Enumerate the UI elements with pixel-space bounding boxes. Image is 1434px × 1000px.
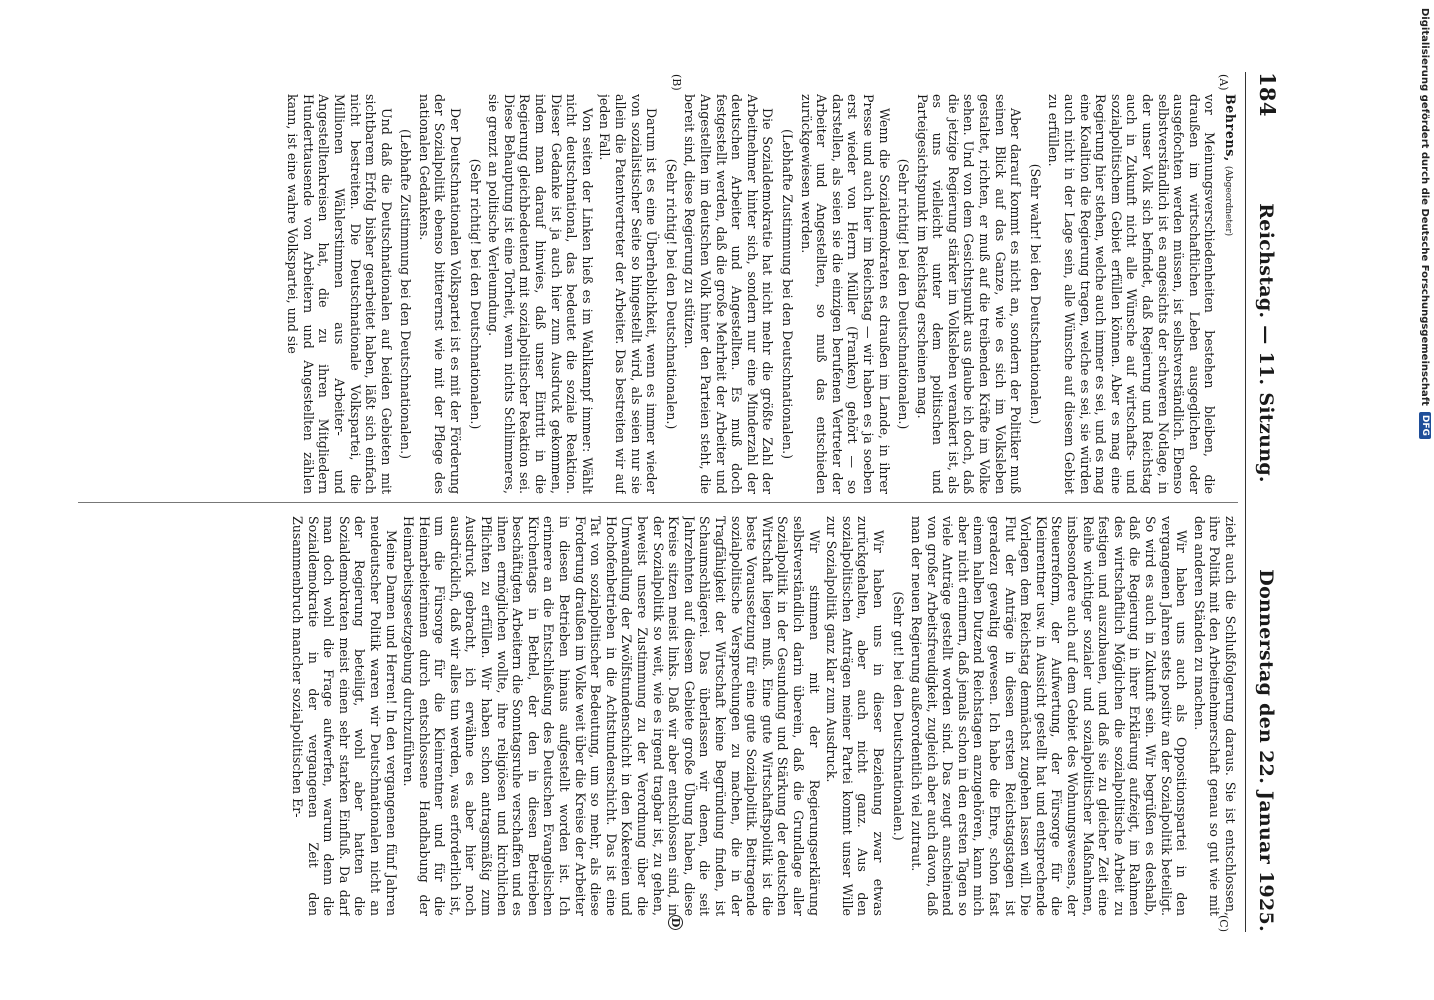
- interjection: (Lebhafte Zustimmung bei den Deutschnationalen.): [779, 128, 795, 460]
- paragraph: zieht auch die Schlußfolgerung daraus. Sie ist entschlossen, ihre Politik mit den Arbeitnehmerschaft genau so gut wie mit den anderen Ständen zu machen.: [1191, 516, 1238, 916]
- interjection: (Lebhafte Zustimmung bei den Deutschnationalen.): [398, 128, 414, 460]
- paragraph: Und daß die Deutschnationalen auf beiden Gebieten mit sichtbarem Erfolg bisher gearbeitet haben, läßt sich einfach nicht bestreiten. Die Deutschnationale Volkspartei, die Millionen Wählerstimmen aus Arbeiter- und Angestelltenkreisen hat, die zu ihren Mitgliedern Hunderttausende von Arbeitern und Angestellten zählen kann, ist eine wahre Volkspartei, und sie: [285, 94, 394, 494]
- paragraph: Von seiten der Linken hieß es im Wahlkampf immer: Wählt nicht deutschnational, das bedeutet die soziale Reaktion. Dieser Gedanke ist ja auch hier zum Ausdruck gekommen, indem man darauf hinwies, daß unser Eintritt in die Regierung gleichbedeutend mit sozialpolitischer Reaktion sei. Diese Behauptung ist eine Torheit, wenn nichts Schlimmeres, sie grenzt an politische Verleumdung.: [486, 94, 595, 494]
- paragraph: Die Sozialdemokratie hat nicht mehr die größte Zahl der Arbeitnehmer hinter sich, sondern nur eine Minderzahl der deutschen Arbeiter und Angestellten. Es muß doch festgestellt werden, daß die große Mehrheit der Arbeiter und Angestellten im deutschen Volk hinter den Parteien steht, die bereit sind, diese Regierung zu stützen.: [682, 94, 776, 494]
- session-date: Donnerstag den 22. Januar 1925.: [1255, 569, 1277, 932]
- margin-marker-a: (A): [1217, 74, 1230, 91]
- speaker-role: (Abgeordneter): [1223, 165, 1233, 237]
- paragraph: Wir stimmen mit der Regierungserklärung selbstverständlich darin überein, daß die Grundlage aller Sozialpolitik in der Gesundung und Stärkung der deutschen Wirtschaft liegen muß. Eine gute Wirtschaftspolitik ist die beste Voraussetzung für eine gute Sozialpolitik. Beitragende sozialpolitische Versprechungen zu machen, die in der Tragfähigkeit der Wirtschaft keine Begründung finden, ist Schaumschlägerei. Das überlassen wir denen, die seit Jahrzehnten auf diesem Gebiete große Übung haben, diese Kreise sitzen meist links. Daß wir aber entschlossen sind, in der Sozialpolitik so weit, wie es irgend tragbar ist, zu gehen, beweist unsere Zustimmung zu der Verordnung über die Umwandlung der Zwölfstundenschicht in den Kokereien und Hochofenbetrieben in die Achtstundenschicht. Das ist eine Tat von sozialpolitischer Bedeutung, um so mehr, als diese Forderung draußen im Volke weit über die Kreise der Arbeiter in diesen Betrieben hinaus aufgestellt worden ist. Ich erinnere an die Entschließung des Deutschen Evangelischen Kirchentags in Bethel, der den in diesen Betrieben beschäftigten Arbeitern die Sonntagsruhe verschaffen und es ihnen ermöglichen wollte, ihre religiösen und kirchlichen Pflichten zu erfüllen. Wir haben schon antragsmäßig zum Ausdruck gebracht, ich erwähne es aber hier noch ausdrücklich, daß wir alles tun werden, was erforderlich ist, um die Fürsorge für die Kleinrentner und für die Heimarbeiterinnen durch entschlossene Handhabung der Heimarbeitsgesetzgebung durchzuführen.: [401, 516, 822, 916]
- session-title: Reichstag. — 11. Sitzung.: [1255, 203, 1277, 483]
- page-header: [1246, 72, 1280, 932]
- paragraph: Wenn die Sozialdemokraten es draußen im Lande, in ihrer Presse und auch hier im Reichstag — wir haben es ja soeben erst wieder von Herrn Müller (Franken) gehört — so darstellen, als seien sie die einzigen berufenen Vertreter der Arbeiter und Angestellten, so muß das entschieden zurückgewiesen werden.: [798, 94, 892, 494]
- interjection: (Sehr gut! bei den Deutschnationalen.): [890, 591, 906, 841]
- interjection: (Sehr richtig! bei den Deutschnationalen.): [896, 158, 912, 430]
- page-number: 184: [1255, 72, 1280, 117]
- credit-text: Digitalisierung gefördert durch die Deutsche Forschungsgemeinschaft: [1419, 8, 1431, 406]
- document-page: [65, 72, 1280, 932]
- paragraph: Wir haben uns in dieser Beziehung zwar etwas zurückgehalten, aber auch nicht ganz. Aus den sozialpolitischen Anträgen meiner Partei kommt unser Wille zur Sozialpolitik ganz klar zum Ausdruck.: [824, 516, 886, 916]
- paragraph: Aber darauf kommt es nicht an, sondern der Politiker muß seinen Blick auf das Ganze, wie es sich im Volksleben gestaltet, richten, er muß auf die treibenden Kräfte im Volke sehen. Und von dem Gesichtspunkt aus glaube ich doch, daß die jetzige Regierung stärker im Volksleben verankert ist, als es uns vielleicht unter dem politischen und Parteigesichtspunkt im Reichstag erscheinen mag.: [914, 94, 1024, 494]
- header-rule: [1245, 72, 1246, 932]
- paragraph: Wir haben uns auch als Oppositionspartei in den vergangenen Jahren stets positiv an der Sozialpolitik beteiligt. So wird es auch in Zukunft sein. Wir begrüßen es deshalb, daß die Regierung in ihrer Erklärung aufzeigt, im Rahmen des wirtschaftlich Möglichen die sozialpolitische Arbeit zu festigen und auszubauen, und daß sie zu gleicher Zeit eine Reihe wichtiger sozialer und sozialpolitischer Maßnahmen, insbesondere auch auf dem Gebiet des Wohnungswesens, der Steuerreform, der Aufwertung, der Fürsorge für die Kleinrentner usw. in Aussicht gestellt hat und entsprechende Vorlagen dem Reichstag demnächst zugehen lassen will. Die Flut der Anträge in diesen ersten Reichstagstagen ist geradezu gewaltig gewesen. Ich habe die Ehre, schon fast einem halben Dutzend Reichstagen anzugehören, kann mich aber nicht erinnern, daß jemals schon in den ersten Tagen so viele Anträge gestellt worden sind. Das zeugt anscheinend von großer Arbeitsfreudigkeit, zugleich aber auch davon, daß man der neuen Regierung außerordentlich viel zutraut.: [909, 516, 1190, 916]
- margin-marker-c: (C): [1217, 915, 1230, 932]
- dfg-logo: DFG: [1419, 412, 1431, 439]
- interjection: (Sehr wahr! bei den Deutschnationalen.): [1027, 163, 1043, 425]
- digitization-credit: [1412, 8, 1434, 988]
- paragraph: Darum ist es eine Überheblichkeit, wenn es immer wieder von sozialistischer Seite so hingestellt wird, als seien nur sie allein die Patentvertreter der Arbeiter. Das bestreiten wir auf jeden Fall.: [597, 94, 660, 494]
- paragraph: vor Meinungsverschiedenheiten bestehen bleiben, die draußen im wirtschaftlichen Leben ausgeglichen oder ausgefochten werden müssen, ist selbstverständlich. Ebenso selbstverständlich ist es angesichts der schweren Notlage, in der unser Volk sich befindet, daß Regierung und Reichstag auch in Zukunft nicht alle Wünsche auf wirtschafts- und sozialpolitischem Gebiet erfüllen können. Aber es mag eine Regierung hier stehen, welche auch immer es sei, und es mag eine Koalition die Regierung tragen, welche es sei, sie würden auch nicht in der Lage sein, alle Wünsche auf diesem Gebiet zu erfüllen.: [1046, 94, 1218, 494]
- right-column: [78, 516, 1238, 916]
- left-column: [78, 94, 1238, 494]
- paragraph: Der Deutschnationalen Volkspartei ist es mit der Förderung der Sozialpolitik ebenso bitterernst wie mit der Pflege des nationalen Gedankens.: [416, 94, 464, 494]
- margin-marker-b: (B): [670, 74, 683, 91]
- column-divider: [78, 502, 1238, 503]
- interjection: (Sehr richtig! bei den Deutschnationalen.): [467, 158, 483, 430]
- margin-marker-d: D: [668, 915, 683, 930]
- interjection: (Sehr richtig! bei den Deutschnationalen.): [663, 158, 679, 430]
- paragraph: Meine Damen und Herren! In den vergangenen fünf Jahren neudeutscher Politik waren wir Deutschnationalen nicht an der Regierung beteiligt, wohl aber hatten die Sozialdemokraten meist einen sehr starken Einfluß. Da darf man doch wohl die Frage aufwerfen, warum denn die Sozialdemokratie in der vergangenen Zeit den Zusammenbruch mancher sozialpolitischen Er-: [289, 516, 399, 916]
- speaker-line: [1219, 94, 1238, 494]
- speaker-name: Behrens,: [1223, 94, 1238, 162]
